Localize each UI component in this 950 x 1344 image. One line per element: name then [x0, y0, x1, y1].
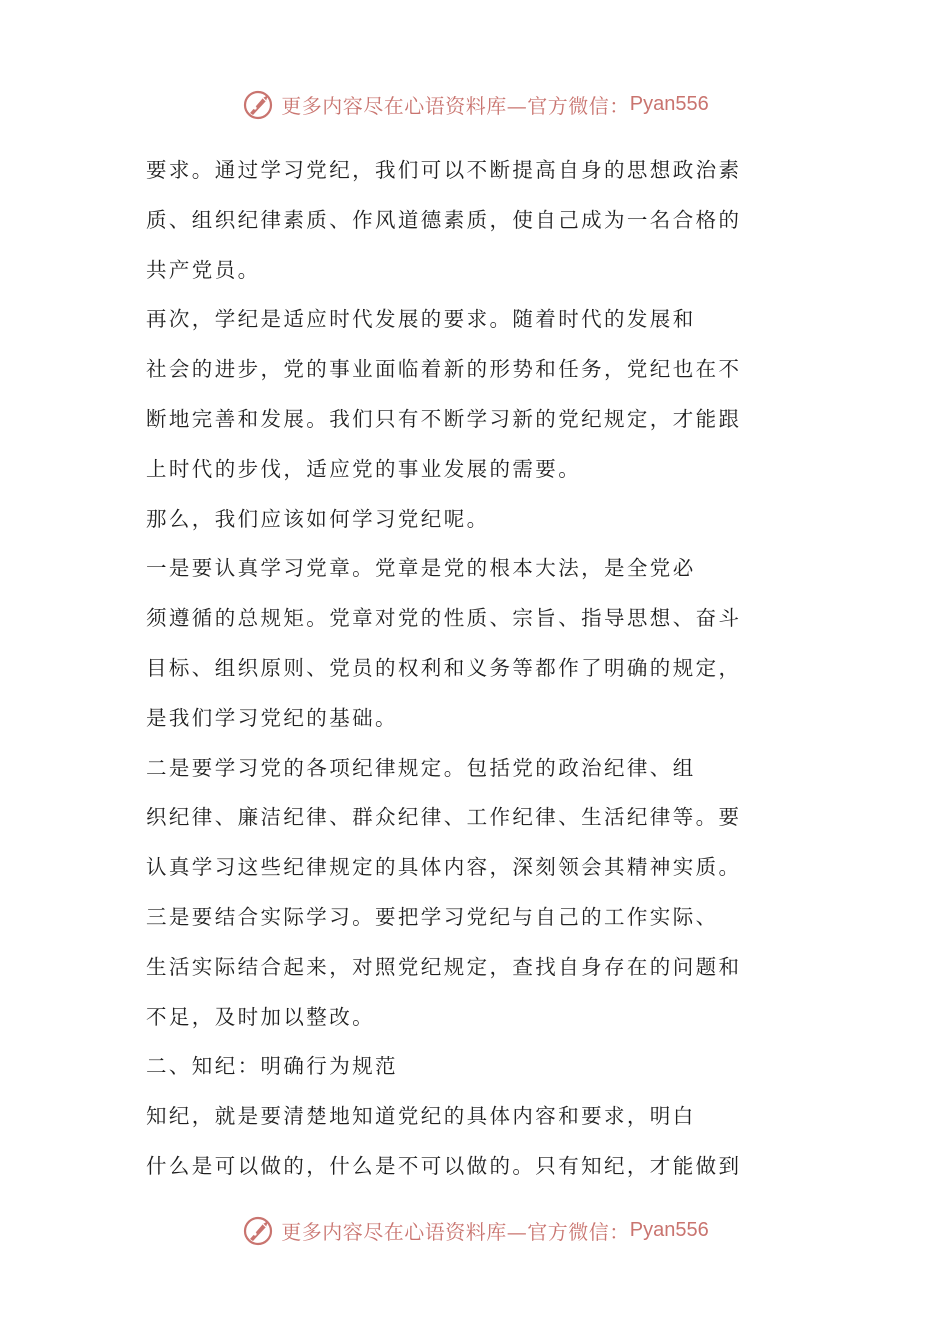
- text-line: 一是要认真学习党章。党章是党的根本大法，是全党必: [146, 556, 696, 581]
- text-line: 是我们学习党纪的基础。: [146, 705, 398, 730]
- text-line: 社会的进步，党的事业面临着新的形势和任务，党纪也在不: [146, 357, 742, 382]
- text-line: 再次，学纪是适应时代发展的要求。随着时代的发展和: [146, 307, 696, 332]
- text-line: 那么，我们应该如何学习党纪呢。: [146, 506, 490, 531]
- banner-text: 更多内容尽在心语资料库—官方微信：: [281, 1219, 630, 1244]
- text-line: 织纪律、廉洁纪律、群众纪律、工作纪律、生活纪律等。要: [146, 805, 742, 830]
- text-line: 上时代的步伐，适应党的事业发展的需要。: [146, 456, 582, 481]
- section-heading: 二、知纪：明确行为规范: [146, 1054, 398, 1079]
- text-line: 断地完善和发展。我们只有不断学习新的党纪规定，才能跟: [146, 406, 742, 431]
- text-line: 什么是可以做的，什么是不可以做的。只有知纪，才能做到: [146, 1153, 742, 1178]
- text-line: 知纪，就是要清楚地知道党纪的具体内容和要求，明白: [146, 1104, 696, 1129]
- text-line: 共产党员。: [146, 257, 261, 282]
- footer-banner: [0, 1208, 950, 1252]
- banner-wechat-id: Pyan556: [629, 1218, 709, 1241]
- banner-text: 更多内容尽在心语资料库—官方微信：: [281, 93, 630, 118]
- header-banner: [0, 82, 950, 126]
- text-line: 不足，及时加以整改。: [146, 1004, 375, 1029]
- text-line: 三是要结合实际学习。要把学习党纪与自己的工作实际、: [146, 904, 719, 929]
- text-line: 认真学习这些纪律规定的具体内容，深刻领会其精神实质。: [146, 855, 742, 880]
- text-line: 要求。通过学习党纪，我们可以不断提高自身的思想政治素: [146, 158, 742, 182]
- text-line: 须遵循的总规矩。党章对党的性质、宗旨、指导思想、奋斗: [146, 606, 742, 631]
- banner-wechat-id: Pyan556: [629, 92, 709, 115]
- text-line: 目标、组织原则、党员的权利和义务等都作了明确的规定，: [146, 655, 742, 680]
- document-body: [146, 146, 746, 1192]
- text-line: 二是要学习党的各项纪律规定。包括党的政治纪律、组: [146, 755, 696, 780]
- pen-nib-logo-icon: [241, 86, 277, 122]
- text-line: 质、组织纪律素质、作风道德素质，使自己成为一名合格的: [146, 207, 742, 232]
- text-line: 生活实际结合起来，对照党纪规定，查找自身存在的问题和: [146, 954, 742, 979]
- pen-nib-logo-icon: [241, 1212, 277, 1248]
